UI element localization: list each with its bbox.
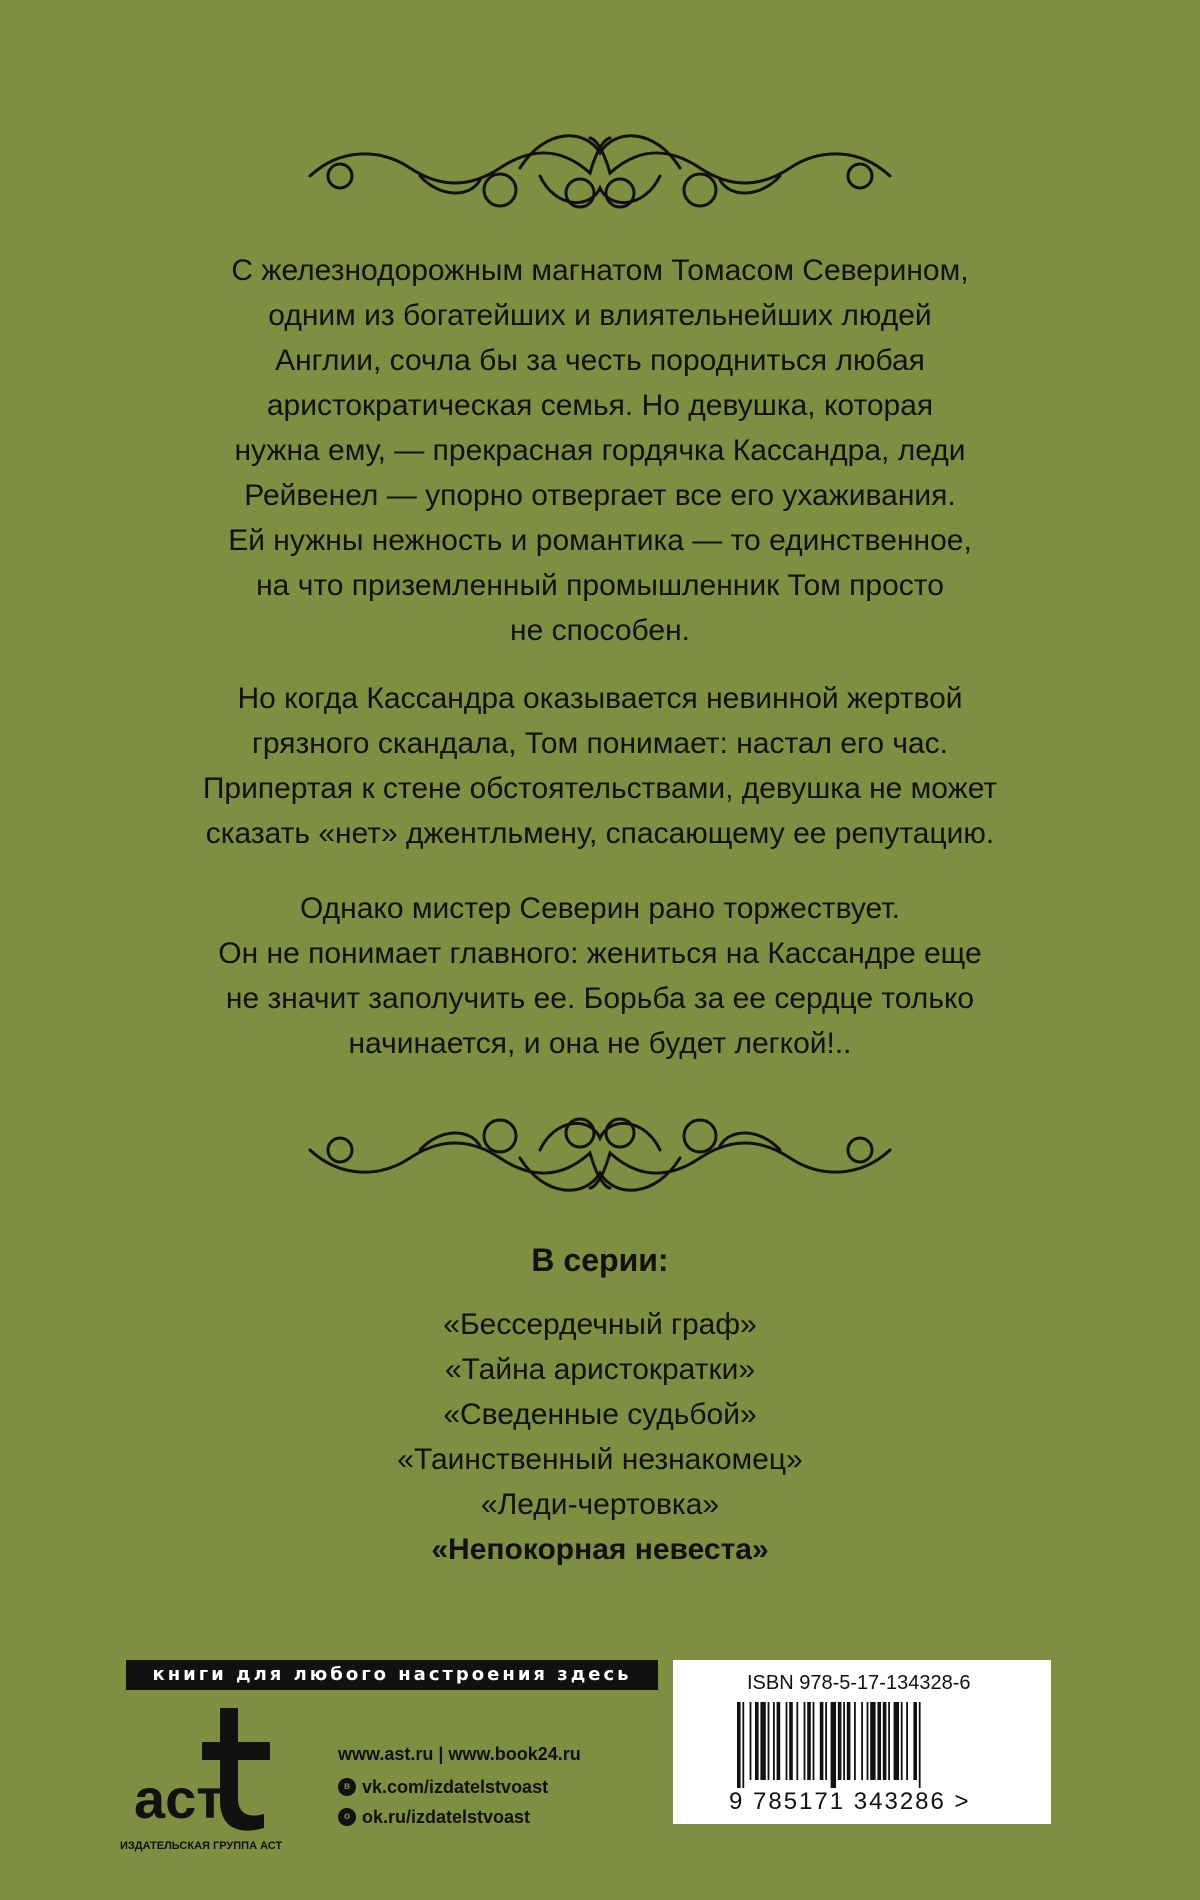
barcode-bar bbox=[870, 1702, 875, 1780]
publisher-tagline: книги для любого настроения здесь bbox=[126, 1660, 658, 1690]
barcode-bar bbox=[807, 1702, 811, 1780]
barcode-bar bbox=[867, 1702, 869, 1780]
series-title: «Тайна аристократки» bbox=[444, 1353, 756, 1386]
series-heading: В серии: bbox=[531, 1242, 669, 1278]
barcode-bar bbox=[838, 1702, 842, 1780]
barcode-bar bbox=[894, 1702, 899, 1780]
barcode-bar bbox=[854, 1702, 856, 1780]
barcode-bar bbox=[906, 1702, 908, 1780]
series-title: «Бессердечный граф» bbox=[443, 1308, 757, 1341]
publisher-logo bbox=[120, 1700, 300, 1860]
barcode-bar bbox=[755, 1702, 759, 1780]
barcode-bar bbox=[861, 1702, 863, 1780]
barcode-bar bbox=[742, 1702, 744, 1788]
barcode-bar bbox=[796, 1702, 798, 1780]
barcode-bar bbox=[773, 1702, 775, 1780]
barcode-bar bbox=[825, 1702, 827, 1780]
isbn-label: ISBN 978-5-17-134328-6 bbox=[747, 1672, 971, 1694]
vk-link[interactable] bbox=[338, 1772, 581, 1802]
vk-icon: в bbox=[338, 1778, 356, 1796]
svg-text:аст: аст bbox=[134, 1767, 224, 1830]
barcode-bar bbox=[804, 1702, 806, 1780]
top-ornament bbox=[0, 118, 1200, 228]
series-list bbox=[0, 1302, 1200, 1572]
barcode-bar bbox=[789, 1702, 793, 1780]
series-title-current: «Непокорная невеста» bbox=[431, 1533, 769, 1566]
series-title: «Леди-чертовка» bbox=[480, 1488, 720, 1521]
description-paragraph-2: Но когда Кассандра оказывается невинной жертвой грязного скандала, Том понимает: настал его час. Припертая к стене обстоятельствами, девушка не может сказать «нет» джентльмену, спасающему ее репутацию. bbox=[202, 682, 998, 850]
barcode-bar bbox=[913, 1702, 917, 1780]
barcode-bar bbox=[847, 1702, 851, 1780]
barcode-bar bbox=[737, 1702, 741, 1788]
barcode-bar bbox=[831, 1702, 836, 1788]
barcode-bar bbox=[919, 1702, 921, 1788]
barcode-digits: 9 785171 343286 > bbox=[729, 1788, 971, 1815]
series-title: «Таинственный незнакомец» bbox=[397, 1443, 803, 1476]
bottom-ornament bbox=[0, 1098, 1200, 1208]
description-paragraph-3: Однако мистер Северин рано торжествует. Он не понимает главного: жениться на Кассандре еще не значит заполучить ее. Борьба за ее сердце только начинается, и она не будет легкой!.. bbox=[218, 892, 982, 1060]
barcode-bar bbox=[843, 1702, 845, 1780]
series-title: «Сведенные судьбой» bbox=[443, 1398, 757, 1431]
barcode bbox=[737, 1702, 987, 1788]
ok-link-text: ok.ru/izdatelstvoast bbox=[362, 1807, 531, 1827]
description-paragraph-1: С железнодорожным магнатом Томасом Северином, одним из богатейших и влиятельнейших людей Англии, сочла бы за честь породниться любая аристократическая семья. Но девушка, которая нужна ему, — прекрасная гордячка Кассандра, леди Рейвенел — упорно отвергает все его ухаживания. Ей нужны нежность и романтика — то единственное, на что приземленный промышленник Том просто не способен. bbox=[228, 254, 972, 647]
ok-icon: о bbox=[338, 1808, 356, 1826]
barcode-bar bbox=[750, 1702, 752, 1780]
barcode-bar bbox=[883, 1702, 887, 1780]
barcode-panel bbox=[673, 1660, 1051, 1824]
website-links[interactable]: www.ast.ru | www.book24.ru bbox=[338, 1744, 581, 1764]
vk-link-text: vk.com/izdatelstvoast bbox=[362, 1777, 549, 1797]
publisher-links bbox=[338, 1736, 581, 1832]
barcode-bar bbox=[777, 1702, 781, 1780]
ok-link[interactable] bbox=[338, 1802, 581, 1832]
barcode-bar bbox=[786, 1702, 788, 1780]
barcode-bar bbox=[888, 1702, 890, 1780]
barcode-bar bbox=[813, 1702, 815, 1780]
barcode-bar bbox=[760, 1702, 765, 1780]
barcode-bar bbox=[768, 1702, 770, 1780]
barcode-bar bbox=[901, 1702, 903, 1780]
publisher-caption: ИЗДАТЕЛЬСКАЯ ГРУППА АСТ bbox=[120, 1840, 283, 1852]
barcode-bar bbox=[877, 1702, 881, 1780]
barcode-bar bbox=[820, 1702, 824, 1780]
